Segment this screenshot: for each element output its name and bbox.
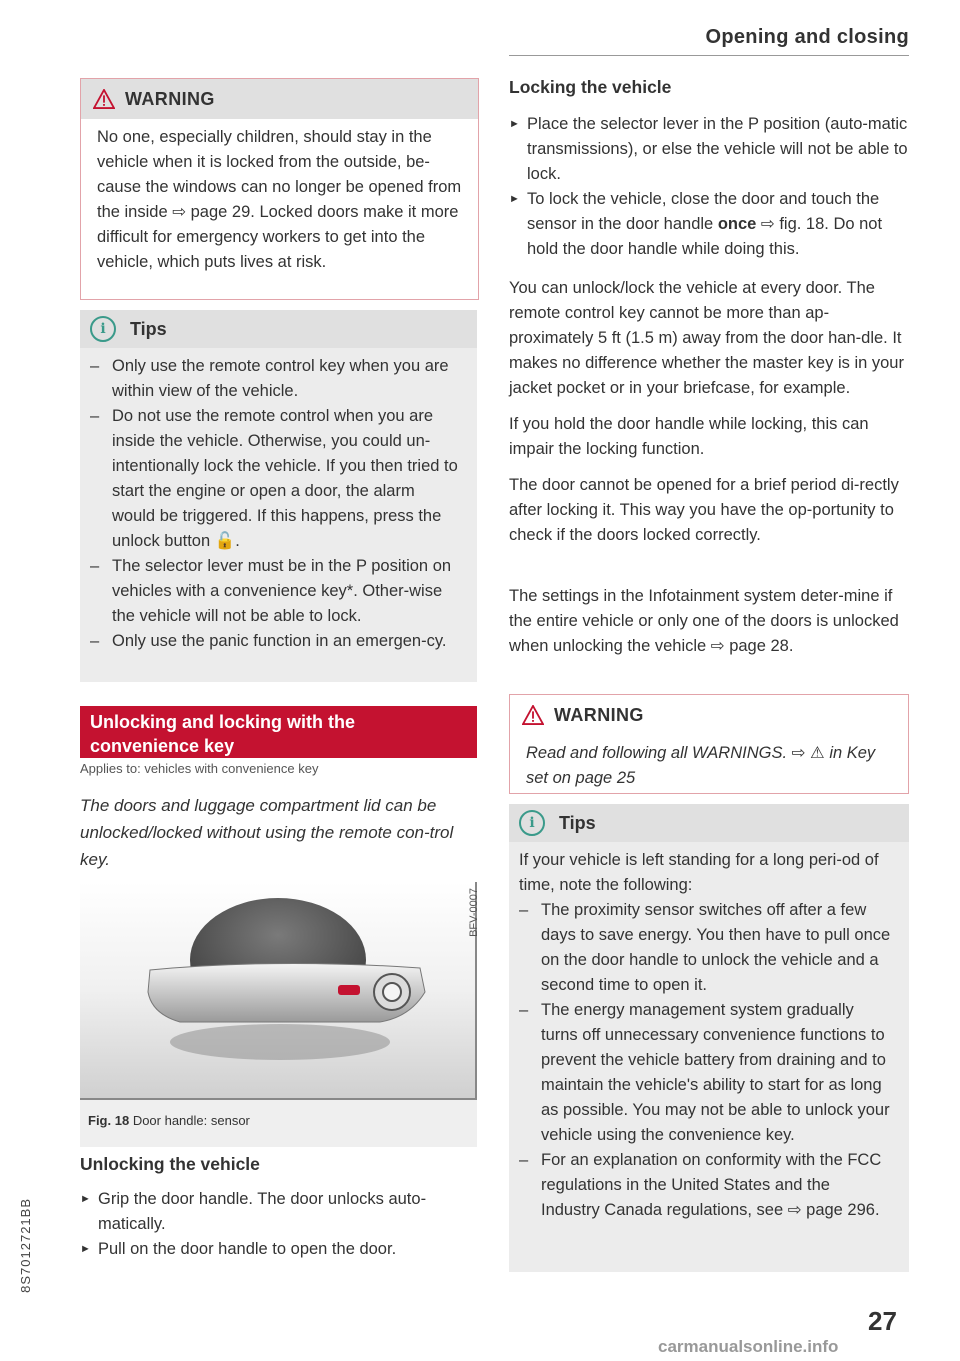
unlocking-list xyxy=(80,1187,475,1262)
tips-list xyxy=(80,348,477,662)
unlocking-title: Unlocking the vehicle xyxy=(80,1154,260,1174)
watermark: carmanualsonline.info xyxy=(658,1337,839,1356)
tips-label: Tips xyxy=(130,318,167,339)
tip-item: – The selector lever must be in the P position on vehicles with a convenience key*. Other-wise the vehicle will not be able to lock. xyxy=(90,554,461,629)
page-number: 27 xyxy=(868,1306,897,1336)
locking-step-text: ⇨ fig. 18. Do not hold the door handle while doing this. xyxy=(527,215,883,258)
warning-box-1-header xyxy=(81,79,478,119)
header-rule xyxy=(509,55,909,56)
unlocking-step: ► Grip the door handle. The door unlocks auto-matically. xyxy=(80,1187,475,1237)
locking-list xyxy=(509,112,909,262)
locking-title: Locking the vehicle xyxy=(509,77,672,97)
tip-item: – Only use the panic function in an emergen-cy. xyxy=(90,629,461,654)
warning-triangle-icon xyxy=(522,705,544,725)
warning-label: WARNING xyxy=(554,704,644,725)
locking-paragraph: The door cannot be opened for a brief period di-rectly after locking it. This way you have the op-portunity to check if the doors locked correctly. xyxy=(509,476,899,544)
warning-triangle-icon xyxy=(93,89,115,109)
figure-code: BFV-0007 xyxy=(468,888,480,937)
info-icon: i xyxy=(90,316,116,342)
figure-caption xyxy=(88,1113,250,1128)
warning-text: No one, especially children, should stay in the vehicle when it is locked from the outside, be-cause the windows can no longer be opened from the inside ⇨ page 29. Locked doors make it more difficult for emergency workers to get into the vehicle, which puts lives at risk. xyxy=(97,128,462,271)
door-handle-illustration xyxy=(80,882,477,1100)
warning-box-2 xyxy=(509,694,909,794)
figure-18 xyxy=(80,882,477,1147)
locking-step xyxy=(509,187,909,262)
unlocking-step: ► Pull on the door handle to open the door. xyxy=(80,1237,475,1262)
warning-box-1 xyxy=(80,78,479,300)
section-title: Unlocking and locking with the convenience key xyxy=(80,706,477,758)
tip-item: – Do not use the remote control when you are inside the vehicle. Otherwise, you could un-intentionally lock the vehicle. If you then tried to start the engine or open a door, the alarm would be triggered. If this happens, press the unlock button 🔓. xyxy=(90,404,461,554)
page-header-title: Opening and closing xyxy=(705,26,909,48)
locking-step-text: To lock the vehicle, close the door and touch the sensor in the door handle xyxy=(527,190,880,233)
locking-paragraph: If you hold the door handle while locking, this can impair the locking function. xyxy=(509,415,869,458)
tip-item: – Only use the remote control key when you are within view of the vehicle. xyxy=(90,354,461,404)
tip-item: – For an explanation on conformity with the FCC regulations in the United States and the Industry Canada regulations, see ⇨ page 296. xyxy=(519,1148,893,1223)
tips-intro: If your vehicle is left standing for a long peri-od of time, note the following: xyxy=(519,851,879,894)
warning-box-2-header xyxy=(510,695,908,735)
figure-caption-number: Fig. 18 xyxy=(88,1113,130,1128)
locking-paragraph: You can unlock/lock the vehicle at every door. The remote control key cannot be more than ap-proximately 5 ft (1.5 m) away from the door han-dle. It makes no difference whether the master key is in your jacket pocket or in your briefcase, for example. xyxy=(509,279,904,397)
tips-box-2 xyxy=(509,804,909,1272)
tip-item: – The proximity sensor switches off after a few days to save energy. You then have to pull once on the door handle to unlock the vehicle and a second time to open it. xyxy=(519,898,893,998)
tips-box-2-header xyxy=(509,804,909,842)
tips-list xyxy=(509,842,909,1231)
tip-item: – The energy management system gradually turns off unnecessary convenience functions to prevent the vehicle battery from draining and to maintain the vehicle's ability to start for as long as possible. You may not be able to unlock your vehicle using the convenience key. xyxy=(519,998,893,1148)
locking-step: ► Place the selector lever in the P position (auto-matic transmissions), or else the vehicle will not be able to lock. xyxy=(509,112,909,187)
warning-label: WARNING xyxy=(125,88,215,109)
locking-paragraph: The settings in the Infotainment system deter-mine if the entire vehicle or only one of the doors is unlocked when unlocking the vehicle ⇨ page 28. xyxy=(509,587,899,655)
tips-box-1 xyxy=(80,310,477,682)
applies-to: Applies to: vehicles with convenience key xyxy=(80,761,319,776)
door-handle-image xyxy=(80,882,475,1098)
figure-caption-text: Door handle: sensor xyxy=(132,1113,250,1128)
document-code: 8S7012721BB xyxy=(18,1198,33,1293)
section-intro: The doors and luggage compartment lid can be unlocked/locked without using the remote con-trol key. xyxy=(80,796,454,869)
info-icon: i xyxy=(519,810,545,836)
tips-box-1-header xyxy=(80,310,477,348)
locking-step-emphasis: once xyxy=(717,215,757,233)
tips-label: Tips xyxy=(559,812,596,833)
warning-text: Read and following all WARNINGS. ⇨ ⚠ in Key set on page 25 xyxy=(526,744,876,787)
